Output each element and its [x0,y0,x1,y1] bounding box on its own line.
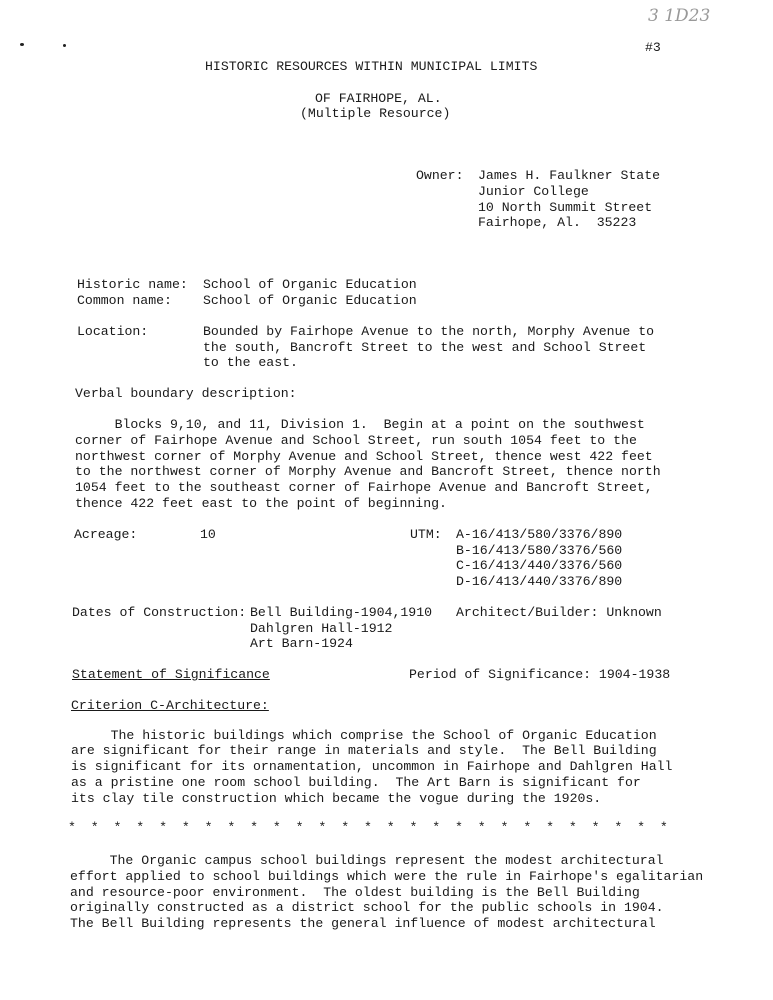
date-value: Dahlgren Hall-1912 [250,621,393,636]
scan-speck [63,44,66,47]
title-line-3: (Multiple Resource) [300,106,451,121]
closing-line: originally constructed as a district school for the public schools in 1904. [70,900,664,915]
criterion-line: are significant for their range in materials and style. The Bell Building [71,743,657,758]
separator-star: * [90,820,99,835]
date-value: Art Barn-1924 [250,636,353,651]
title-line-2: OF FAIRHOPE, AL. [315,91,442,106]
closing-line: The Organic campus school buildings represent the modest architectural [70,853,664,868]
separator-star: * [614,820,623,835]
star-separator [68,820,668,835]
separator-star: * [204,820,213,835]
boundary-line: thence 422 feet east to the point of beginning. [75,496,447,511]
separator-star: * [181,820,190,835]
separator-star: * [159,820,167,835]
owner-line: Junior College [478,184,589,199]
separator-star: * [68,820,76,835]
location-line: the south, Bancroft Street to the west and School Street [203,340,647,355]
acreage-label: Acreage: [74,527,138,542]
separator-star: * [227,820,236,835]
dates-label: Dates of Construction: [72,605,247,620]
separator-star: * [386,820,395,835]
handwritten-note: 3 1D23 [648,6,711,26]
owner-line: James H. Faulkner State [478,168,661,183]
owner-line: Fairhope, Al. 35223 [478,215,637,230]
separator-star: * [500,820,509,835]
separator-star: * [295,820,304,835]
separator-star: * [409,820,418,835]
scan-speck [20,43,24,46]
boundary-line: corner of Fairhope Avenue and School Street, run south 1054 feet to the [75,433,637,448]
separator-star: * [637,820,646,835]
historic-name-label: Historic name: [77,277,188,292]
owner-line: 10 North Summit Street [478,200,653,215]
closing-line: effort applied to school buildings which were the rule in Fairhope's egalitarian [70,869,704,884]
boundary-line: northwest corner of Morphy Avenue and School Street, thence west 422 feet [75,449,653,464]
separator-star: * [136,820,145,835]
utm-value: D-16/413/440/3376/890 [456,574,623,589]
location-line: to the east. [203,355,298,370]
location-line: Bounded by Fairhope Avenue to the north, Morphy Avenue to [203,324,655,339]
separator-star: * [546,820,554,835]
closing-line: and resource-poor environment. The oldest building is the Bell Building [70,885,640,900]
separator-star: * [341,820,350,835]
criterion-line: as a pristine one room school building. The Art Barn is significant for [71,775,641,790]
page-number: #3 [645,40,661,55]
separator-star: * [477,820,486,835]
utm-value: C-16/413/440/3376/560 [456,558,623,573]
separator-star: * [591,820,600,835]
location-label: Location: [77,324,149,339]
criterion-line: its clay tile construction which became the vogue during the 1920s. [71,791,602,806]
boundary-line: to the northwest corner of Morphy Avenue and Bancroft Street, thence north [75,464,661,479]
utm-value: B-16/413/580/3376/560 [456,543,623,558]
boundary-line: 1054 feet to the southeast corner of Fairhope Avenue and Bancroft Street, [75,480,653,495]
criterion-heading: Criterion C-Architecture: [71,698,269,713]
utm-value: A-16/413/580/3376/890 [456,527,623,542]
acreage-value: 10 [200,527,216,542]
separator-star: * [568,820,577,835]
separator-star: * [363,820,372,835]
verbal-boundary-label: Verbal boundary description: [75,386,297,401]
common-name-label: Common name: [77,293,172,308]
separator-star: * [250,820,259,835]
utm-label: UTM: [410,527,442,542]
title-line-1: HISTORIC RESOURCES WITHIN MUNICIPAL LIMITS [205,59,538,74]
criterion-line: is significant for its ornamentation, uncommon in Fairhope and Dahlgren Hall [71,759,673,774]
separator-star: * [113,820,122,835]
date-value: Bell Building-1904,1910 [250,605,433,620]
criterion-line: The historic buildings which comprise the School of Organic Education [71,728,657,743]
common-name-value: School of Organic Education [203,293,417,308]
closing-line: The Bell Building represents the general influence of modest architectural [70,916,656,931]
historic-name-value: School of Organic Education [203,277,417,292]
period-of-significance: Period of Significance: 1904-1938 [409,667,671,682]
separator-star: * [432,820,441,835]
separator-star: * [659,820,668,835]
separator-star: * [272,820,281,835]
separator-star: * [523,820,532,835]
boundary-line: Blocks 9,10, and 11, Division 1. Begin at a point on the southwest [75,417,645,432]
owner-label: Owner: [416,168,464,183]
separator-star: * [318,820,327,835]
architect-builder: Architect/Builder: Unknown [456,605,662,620]
statement-heading: Statement of Significance [72,667,270,682]
separator-star: * [455,820,463,835]
